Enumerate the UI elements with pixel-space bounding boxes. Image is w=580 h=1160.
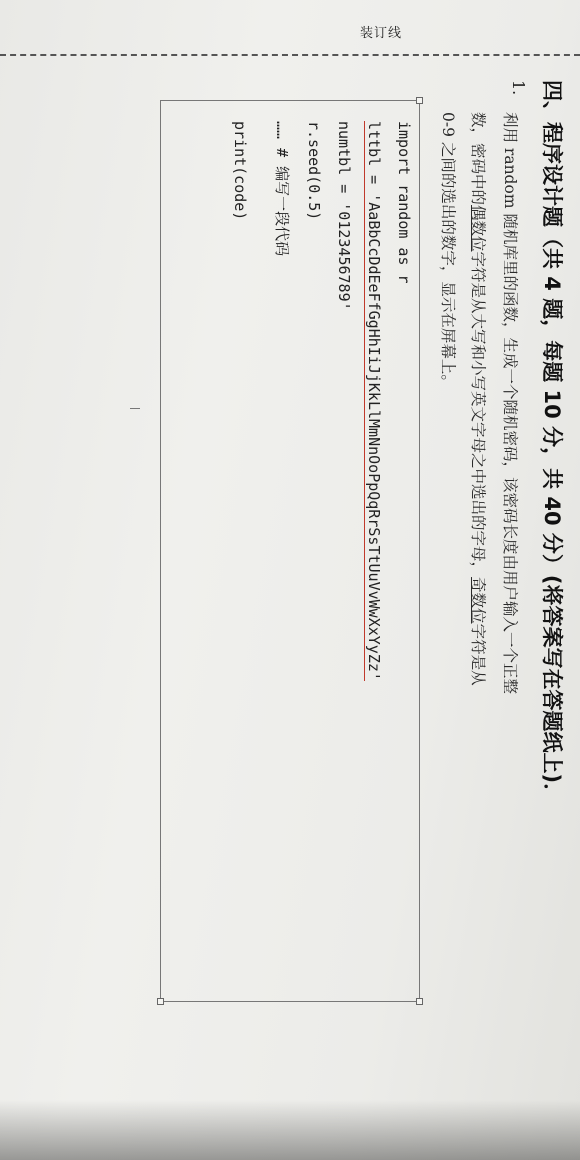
- code-line-letter-table: lttbl = 'AaBbCcDdEeFfGgHhIiJjKkLlMmNnOoPpQqRrSsTtUuVvWwXxYyZz': [365, 121, 383, 681]
- binding-margin: [0, 22, 580, 62]
- binding-dashed-line: [0, 54, 580, 56]
- question-number: 1.: [509, 80, 528, 96]
- question-text-line-2: [468, 112, 490, 686]
- frame-corner-handle: [416, 998, 423, 1005]
- code-line-import: import random as r: [395, 121, 413, 284]
- code-line-seed: r.seed(0.5): [305, 121, 323, 221]
- text-cursor-mark: [130, 408, 140, 409]
- question-text-segment: 数，密码中的: [469, 112, 487, 206]
- code-line-placeholder-comment: …… # 编写一段代码: [273, 121, 291, 257]
- section-heading: 四、程序设计题（共 4 题，每题 10 分，共 40 分）(将答案写在答题纸上)．: [540, 80, 564, 805]
- question-text-segment: 字符是从大写和小写英文字母之中选出的字母，: [469, 251, 487, 578]
- code-line-print: print(code): [231, 121, 249, 221]
- odd-position-term: 奇数位: [469, 577, 487, 624]
- binding-label: 装订线: [360, 26, 403, 41]
- question-text-segment: 字符是从: [469, 623, 487, 686]
- question-text-line-1: 利用 random 随机库里的函数，生成一个随机密码，该密码长度由用户输入一个正整: [501, 112, 519, 694]
- code-line-number-table: numtbl = '0123456789': [335, 121, 353, 311]
- paper-shadow-edge: [0, 1100, 580, 1160]
- frame-corner-handle: [157, 998, 164, 1005]
- even-position-term: 偶数位: [469, 205, 487, 252]
- question-content: [0, 70, 580, 1160]
- question-text-line-3: 0-9 之间的选出的数字，显示在屏幕上。: [439, 112, 457, 390]
- code-box: [160, 100, 420, 1002]
- frame-corner-handle: [416, 97, 423, 104]
